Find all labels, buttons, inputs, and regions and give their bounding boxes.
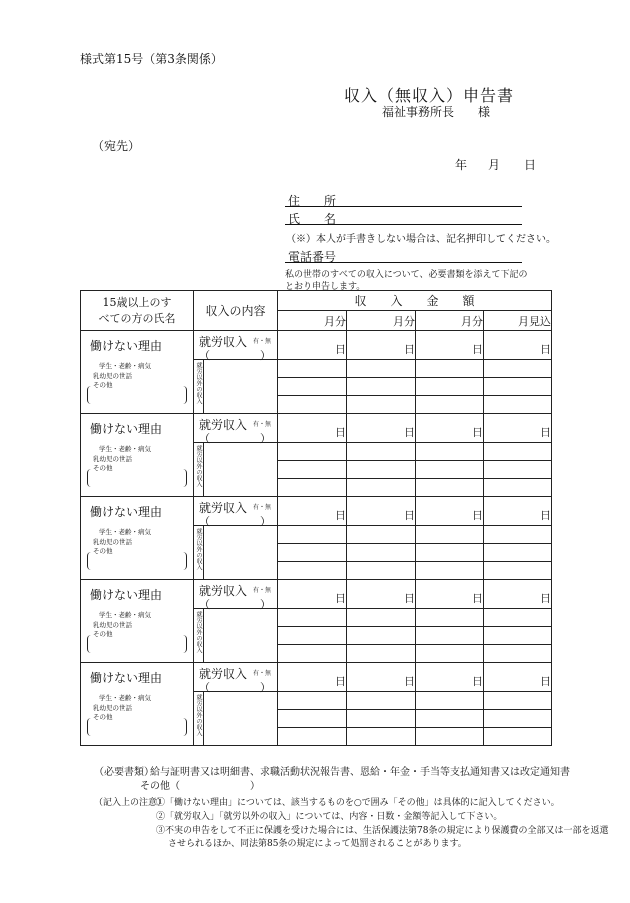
month-header-2: 月分	[347, 311, 416, 331]
amount-cell[interactable]	[278, 526, 347, 544]
addressee: 福祉事務所長 様	[382, 105, 491, 119]
amount-cell[interactable]	[416, 544, 484, 562]
amount-cell[interactable]	[484, 544, 552, 562]
amount-day-cell[interactable]: 日	[278, 497, 347, 526]
reason-option[interactable]: 学生・老齢・病気	[99, 362, 151, 370]
yes-no-choice[interactable]: 有・無	[253, 504, 272, 511]
amount-cell[interactable]	[278, 396, 347, 414]
reason-option[interactable]: その他	[93, 630, 113, 638]
reason-label: 働けない理由	[90, 339, 163, 353]
other-income-label: 就労以外の収入	[195, 528, 202, 570]
amount-cell[interactable]	[278, 378, 347, 396]
form-title: 収入（無収入）申告書	[344, 86, 515, 105]
reason-detail-field[interactable]	[87, 552, 187, 570]
date-day: 日	[524, 158, 537, 172]
amount-cell[interactable]	[347, 562, 416, 580]
reason-option[interactable]: その他	[93, 547, 113, 555]
reason-label: 働けない理由	[90, 671, 163, 685]
name-field[interactable]	[285, 224, 522, 225]
amount-day-cell[interactable]: 日	[347, 663, 416, 692]
paren-open: （	[199, 598, 210, 611]
form-number: 様式第15号（第3条関係）	[80, 52, 223, 66]
notes-label: （記入上の注意）	[94, 798, 167, 808]
amount-cell[interactable]	[278, 479, 347, 497]
paren-open: （	[199, 432, 210, 445]
declaration-line-2: とおり申告します。	[285, 282, 366, 292]
amount-day-cell[interactable]: 日	[416, 331, 484, 360]
amount-cell[interactable]	[416, 728, 484, 746]
phone-field[interactable]	[285, 262, 522, 263]
work-income-cell[interactable]	[194, 331, 278, 360]
work-income-label: 就労収入	[199, 584, 248, 598]
month-header-4: 月見込	[484, 311, 552, 331]
required-docs-other: その他（ ）	[140, 781, 260, 792]
amount-day-cell[interactable]: 日	[484, 580, 552, 609]
paren-close: ）	[260, 515, 271, 528]
date-month: 月	[488, 158, 501, 172]
work-income-cell[interactable]	[194, 497, 278, 526]
paren-close: ）	[260, 598, 271, 611]
amount-cell[interactable]	[278, 360, 347, 378]
amount-cell[interactable]	[416, 526, 484, 544]
amount-day-cell[interactable]: 日	[416, 497, 484, 526]
amount-cell[interactable]	[278, 692, 347, 710]
amount-cell[interactable]	[484, 526, 552, 544]
yes-no-choice[interactable]: 有・無	[253, 670, 272, 677]
amount-day-cell[interactable]: 日	[484, 331, 552, 360]
amount-cell[interactable]	[347, 609, 416, 627]
amount-day-cell[interactable]: 日	[278, 414, 347, 443]
reason-option[interactable]: 学生・老齢・病気	[99, 528, 151, 536]
amount-cell[interactable]	[416, 609, 484, 627]
amount-cell[interactable]	[347, 443, 416, 461]
amount-cell[interactable]	[484, 396, 552, 414]
amount-cell[interactable]	[278, 461, 347, 479]
name-label: 氏 名	[288, 212, 337, 226]
amount-cell[interactable]	[484, 710, 552, 728]
yes-no-choice[interactable]: 有・無	[253, 338, 272, 345]
note-3-cont: させられるほか、同法第85条の規定によって処罰されることがあります。	[168, 839, 467, 849]
paren-open: （	[199, 681, 210, 694]
amount-cell[interactable]	[484, 479, 552, 497]
amount-column-header: 収 入 金 額	[278, 291, 552, 311]
amount-cell[interactable]	[416, 461, 484, 479]
reason-option[interactable]: その他	[93, 464, 113, 472]
amount-cell[interactable]	[278, 544, 347, 562]
name-column-header: 15歳以上のす べての方の氏名	[81, 291, 194, 331]
amount-cell[interactable]	[278, 645, 347, 663]
income-table	[80, 290, 552, 746]
amount-cell[interactable]	[347, 526, 416, 544]
amount-cell[interactable]	[416, 692, 484, 710]
person-row	[81, 497, 552, 526]
amount-day-cell[interactable]: 日	[416, 663, 484, 692]
amount-cell[interactable]	[347, 728, 416, 746]
note-2: ②「就労収入」「就労以外の収入」については、内容・日数・金額等記入して下さい。	[156, 812, 503, 822]
other-income-label: 就労以外の収入	[195, 362, 202, 404]
amount-day-cell[interactable]: 日	[347, 580, 416, 609]
work-income-label: 就労収入	[199, 418, 248, 432]
amount-cell[interactable]	[416, 443, 484, 461]
amount-cell[interactable]	[347, 710, 416, 728]
reason-detail-field[interactable]	[87, 635, 187, 653]
reason-option[interactable]: 学生・老齢・病気	[99, 445, 151, 453]
work-income-label: 就労収入	[199, 501, 248, 515]
address-field[interactable]	[285, 206, 522, 207]
amount-cell[interactable]	[484, 443, 552, 461]
person-row	[81, 663, 552, 692]
amount-cell[interactable]	[484, 378, 552, 396]
reason-option[interactable]: 乳幼児の世話	[93, 704, 132, 712]
amount-cell[interactable]	[416, 627, 484, 645]
amount-cell[interactable]	[347, 692, 416, 710]
amount-day-cell[interactable]: 日	[347, 331, 416, 360]
amount-cell[interactable]	[484, 692, 552, 710]
amount-day-cell[interactable]: 日	[416, 580, 484, 609]
paren-open: （	[199, 349, 210, 362]
amount-cell[interactable]	[416, 396, 484, 414]
reason-label: 働けない理由	[90, 588, 163, 602]
month-header-3: 月分	[416, 311, 484, 331]
amount-day-cell[interactable]: 日	[278, 580, 347, 609]
other-income-label: 就労以外の収入	[195, 694, 202, 736]
work-income-label: 就労収入	[199, 667, 248, 681]
amount-cell[interactable]	[278, 728, 347, 746]
amount-cell[interactable]	[347, 627, 416, 645]
amount-cell[interactable]	[484, 360, 552, 378]
yes-no-choice[interactable]: 有・無	[253, 421, 272, 428]
reason-option[interactable]: 学生・老齢・病気	[99, 611, 151, 619]
amount-day-cell[interactable]: 日	[278, 331, 347, 360]
amount-day-cell[interactable]: 日	[278, 663, 347, 692]
person-row	[81, 580, 552, 609]
content-column-header: 収入の内容	[194, 291, 278, 331]
person-name-cell[interactable]	[81, 331, 194, 414]
amount-cell[interactable]	[347, 396, 416, 414]
person-name-cell[interactable]	[81, 663, 194, 746]
amount-cell[interactable]	[416, 645, 484, 663]
person-name-cell[interactable]	[81, 414, 194, 497]
reason-option[interactable]: その他	[93, 713, 113, 721]
paren-close: ）	[260, 349, 271, 362]
amount-cell[interactable]	[484, 728, 552, 746]
note-1: ①「働けない理由」については、該当するものを○で囲み「その他」は具体的に記入してください。	[156, 798, 560, 808]
person-row	[81, 331, 552, 360]
address-label: 住 所	[288, 194, 337, 208]
reason-label: 働けない理由	[90, 505, 163, 519]
person-name-cell[interactable]	[81, 497, 194, 580]
amount-cell[interactable]	[484, 562, 552, 580]
paren-open: （	[199, 515, 210, 528]
amount-day-cell[interactable]: 日	[347, 414, 416, 443]
work-income-cell[interactable]	[194, 414, 278, 443]
other-income-label: 就労以外の収入	[195, 445, 202, 487]
amount-cell[interactable]	[347, 378, 416, 396]
amount-cell[interactable]	[484, 609, 552, 627]
reason-detail-field[interactable]	[87, 386, 187, 404]
amount-day-cell[interactable]: 日	[484, 497, 552, 526]
person-row	[81, 414, 552, 443]
reason-option[interactable]: 乳幼児の世話	[93, 621, 132, 629]
amount-cell[interactable]	[416, 360, 484, 378]
reason-label: 働けない理由	[90, 422, 163, 436]
amount-day-cell[interactable]: 日	[484, 663, 552, 692]
amount-cell[interactable]	[416, 378, 484, 396]
amount-cell[interactable]	[416, 562, 484, 580]
paren-close: ）	[260, 681, 271, 694]
atena-label: （宛先）	[92, 139, 141, 153]
amount-cell[interactable]	[347, 645, 416, 663]
note-3: ③不実の申告をして不正に保護を受けた場合には、生活保護法第78条の規定により保護費の全部又は一部を返還	[156, 826, 609, 836]
amount-cell[interactable]	[347, 479, 416, 497]
signature-note: （※）本人が手書きしない場合は、記名押印してください。	[286, 234, 556, 245]
other-income-cell[interactable]	[194, 526, 278, 580]
other-income-label: 就労以外の収入	[195, 611, 202, 653]
work-income-cell[interactable]	[194, 663, 278, 692]
date-year: 年	[455, 158, 468, 172]
declaration-line-1: 私の世帯のすべての収入について、必要書類を添えて下記の	[285, 270, 528, 280]
amount-cell[interactable]	[484, 627, 552, 645]
reason-option[interactable]: 乳幼児の世話	[93, 538, 132, 546]
reason-option[interactable]: その他	[93, 381, 113, 389]
reason-option[interactable]: 乳幼児の世話	[93, 455, 132, 463]
work-income-label: 就労収入	[199, 335, 248, 349]
phone-label: 電話番号	[288, 250, 337, 264]
amount-cell[interactable]	[347, 360, 416, 378]
amount-cell[interactable]	[484, 645, 552, 663]
amount-cell[interactable]	[278, 627, 347, 645]
work-income-cell[interactable]	[194, 580, 278, 609]
amount-cell[interactable]	[416, 710, 484, 728]
required-docs-text: 給与証明書又は明細書、求職活動状況報告書、恩給・年金・手当等支払通知書又は改定通知書	[150, 767, 570, 778]
month-header-1: 月分	[278, 311, 347, 331]
reason-option[interactable]: 学生・老齢・病気	[99, 694, 151, 702]
person-name-cell[interactable]	[81, 580, 194, 663]
amount-cell[interactable]	[347, 544, 416, 562]
amount-cell[interactable]	[347, 461, 416, 479]
amount-cell[interactable]	[278, 562, 347, 580]
other-income-cell[interactable]	[194, 692, 278, 746]
yes-no-choice[interactable]: 有・無	[253, 587, 272, 594]
amount-day-cell[interactable]: 日	[347, 497, 416, 526]
required-docs-label: （必要書類）	[94, 767, 154, 778]
amount-cell[interactable]	[278, 609, 347, 627]
reason-option[interactable]: 乳幼児の世話	[93, 372, 132, 380]
other-income-cell[interactable]	[194, 360, 278, 414]
amount-cell[interactable]	[278, 710, 347, 728]
other-income-cell[interactable]	[194, 609, 278, 663]
reason-detail-field[interactable]	[87, 718, 187, 736]
paren-close: ）	[260, 432, 271, 445]
amount-day-cell[interactable]: 日	[416, 414, 484, 443]
amount-cell[interactable]	[278, 443, 347, 461]
other-income-cell[interactable]	[194, 443, 278, 497]
amount-cell[interactable]	[416, 479, 484, 497]
reason-detail-field[interactable]	[87, 469, 187, 487]
amount-cell[interactable]	[484, 461, 552, 479]
amount-day-cell[interactable]: 日	[484, 414, 552, 443]
